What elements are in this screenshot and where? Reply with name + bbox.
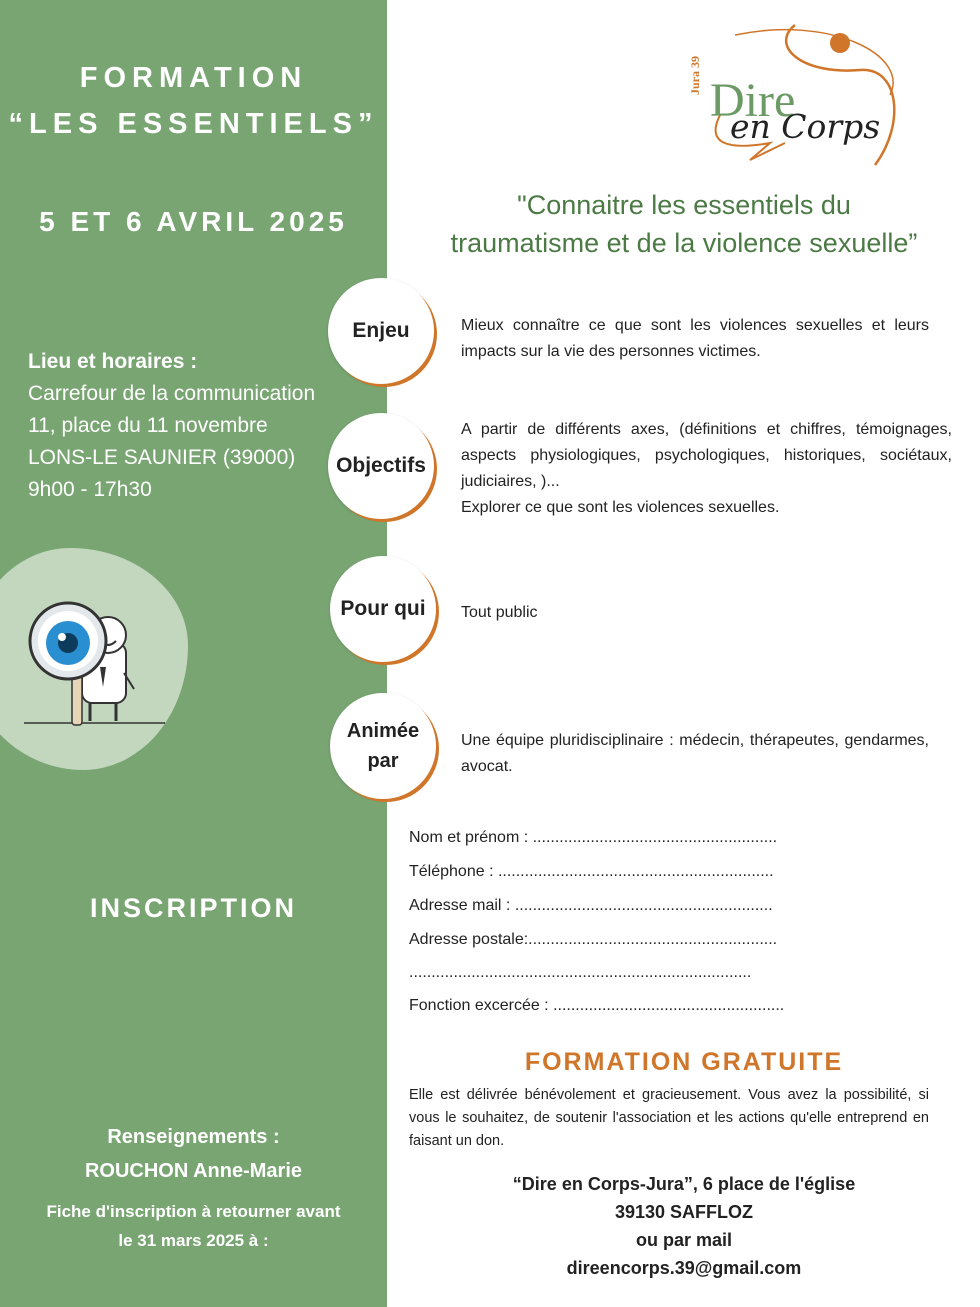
address-line-1: “Dire en Corps-Jura”, 6 place de l'église — [512, 1174, 856, 1194]
formation-name: “LES ESSENTIELS” — [8, 108, 379, 140]
logo-word-encorps: en Corps — [730, 107, 881, 146]
logo-word-dire: Dire — [710, 74, 796, 127]
address-line-3: ou par mail — [635, 1230, 733, 1250]
lieu-heading: Lieu et horaires : — [28, 350, 198, 373]
lieu-venue: Carrefour de la communication — [28, 382, 316, 405]
renseignements-note-2: le 31 mars 2025 à : — [118, 1231, 269, 1250]
formation-date: 5 ET 6 AVRIL 2025 — [39, 206, 348, 237]
section-text-objectifs-1: A partir de différents axes, (définitions et chiffres, témoignages, aspects physiologiques, psychologiques, historiques, sociétaux, judiciaires, )... — [461, 421, 952, 490]
form-name-field[interactable]: Nom et prénom : ....................................................... — [409, 829, 778, 846]
address-email[interactable]: direencorps.39@gmail.com — [566, 1258, 802, 1278]
renseignements-contact: ROUCHON Anne-Marie — [84, 1160, 303, 1182]
lieu-street: 11, place du 11 novembre — [28, 414, 268, 437]
address-line-2: 39130 SAFFLOZ — [614, 1202, 754, 1222]
inscription-heading: INSCRIPTION — [89, 893, 297, 923]
renseignements-note-1: Fiche d'inscription à retourner avant — [46, 1202, 341, 1221]
logo-tag: Jura 39 — [688, 56, 702, 95]
form-phone-field[interactable]: Téléphone : .............................................................. — [409, 863, 774, 880]
section-label-animee: Animée par — [346, 720, 420, 772]
form-postal-field[interactable]: Adresse postale:........................................................ — [409, 931, 778, 948]
magnifying-glass-eye-icon — [20, 595, 170, 735]
lieu-city: LONS-LE SAUNIER (39000) — [28, 446, 296, 469]
section-text-animee: Une équipe pluridisciplinaire : médecin, thérapeutes, gendarmes, avocat. — [461, 732, 929, 775]
section-text-objectifs — [461, 417, 952, 521]
form-email-field[interactable]: Adresse mail : .......................................................... — [409, 897, 773, 914]
gratuite-text: Elle est délivrée bénévolement et gracieusement. Vous avez la possibilité, si vous le souhaitez, de soutenir l'association et les actions qu'elle entreprend en faisant un don. — [409, 1087, 929, 1149]
subtitle-line-2: traumatisme et de la violence sexuelle” — [450, 228, 918, 258]
gratuite-heading: FORMATION GRATUITE — [524, 1048, 844, 1076]
section-circle-objectifs: Objectifs — [328, 413, 434, 519]
section-text-enjeu: Mieux connaître ce que sont les violences sexuelles et leurs impacts sur la vie des personnes victimes. — [461, 317, 929, 360]
lieu-block — [28, 346, 315, 506]
section-text-objectifs-2: Explorer ce que sont les violences sexuelles. — [461, 499, 780, 516]
formation-title: FORMATION — [79, 62, 308, 94]
subtitle — [395, 186, 973, 262]
section-circle-animee — [330, 693, 436, 799]
form-postal-field-2[interactable]: ............................................................................. — [409, 964, 752, 981]
section-circle-enjeu: Enjeu — [328, 278, 434, 384]
lieu-hours: 9h00 - 17h30 — [28, 478, 152, 501]
subtitle-line-1: "Connaitre les essentiels du — [517, 190, 851, 220]
renseignements-label: Renseignements : — [107, 1126, 280, 1148]
logo — [690, 15, 920, 175]
section-text-pourqui: Tout public — [461, 604, 538, 621]
section-circle-pourqui: Pour qui — [330, 556, 436, 662]
form-function-field[interactable]: Fonction excercée : .................................................... — [409, 997, 785, 1014]
